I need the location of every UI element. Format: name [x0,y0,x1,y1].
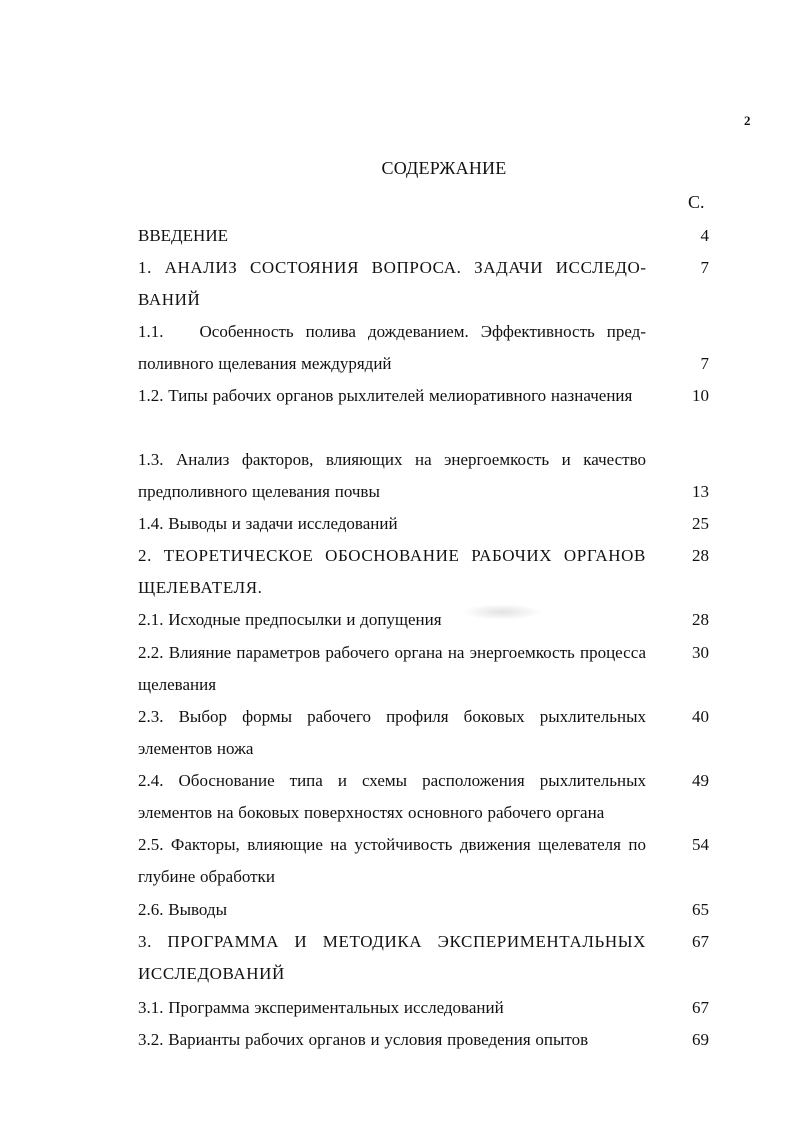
toc-entry-text: 3. ПРОГРАММА И МЕТОДИКА ЭКСПЕРИМЕНТАЛЬНЫХ ИССЛЕДОВАНИЙ [138,932,646,983]
toc-entry-3-1 [138,992,709,1024]
toc-entry-2-3 [138,701,709,765]
toc-entry-2-5 [138,829,709,893]
toc-entry-text: 2.5. Факторы, влияющие на устойчивость движения щелевателя по глубине обработки [138,835,646,886]
toc-entry-text: 1. АНАЛИЗ СОСТОЯНИЯ ВОПРОСА. ЗАДАЧИ ИССЛЕДОВАНИЙ [138,258,646,309]
toc-entry-chapter-1 [138,252,709,316]
toc-title: СОДЕРЖАНИЕ [381,158,507,178]
toc-entry-2-4 [138,765,709,829]
toc-entry-1-2 [138,380,709,412]
toc-entry-2-6 [138,894,709,926]
toc-entry-page: 28 [692,546,709,565]
toc-entry-chapter-2 [138,540,709,604]
toc-entry-page: 13 [692,482,709,501]
page-number: 2 [744,113,751,128]
toc-entry-page: 49 [692,771,709,790]
toc-entry-page: 69 [692,1030,709,1049]
toc-entry-page: 30 [692,643,709,662]
toc-entry-text: 1.1. Особенность полива дождеванием. Эффективность предполивного щелевания междурядий [138,322,646,373]
scan-artifact [462,604,542,620]
toc-entry-page: 7 [700,258,709,277]
toc-entry-text: 2.1. Исходные предпосылки и допущения [138,610,442,629]
toc-entry-text: 2. ТЕОРЕТИЧЕСКОЕ ОБОСНОВАНИЕ РАБОЧИХ ОРГАНОВ ЩЕЛЕВАТЕЛЯ. [138,546,646,597]
toc-entry-page: 25 [692,514,709,533]
toc-entry-text: 1.3. Анализ факторов, влияющих на энергоемкость и качество предполивного щелевания почвы [138,450,646,501]
toc-entry-1-4 [138,508,709,540]
toc-entry-page: 65 [692,900,709,919]
toc-entry-page: 28 [692,610,709,629]
toc-entry-page: 40 [692,707,709,726]
toc-entry-text: 3.1. Программа экспериментальных исследований [138,998,504,1017]
toc-entry-2-1 [138,604,709,636]
toc-entry-text: 3.2. Варианты рабочих органов и условия проведения опытов [138,1030,589,1049]
toc-entry-text: 1.2. Типы рабочих органов рыхлителей мелиоративного назначения [138,386,633,405]
toc-entry-text: 2.6. Выводы [138,900,228,919]
toc-entry-3-2 [138,1024,709,1056]
toc-entry-text: 2.3. Выбор формы рабочего профиля боковых рыхлительных элементов ножа [138,707,646,758]
toc-entry-chapter-3 [138,926,709,990]
toc-entry-text: 2.4. Обоснование типа и схемы расположения рыхлительных элементов на боковых поверхностях основного рабочего органа [138,771,646,822]
toc-entry-1-1 [138,316,709,380]
toc-entry-2-2 [138,637,709,701]
page-column-label: С. [688,192,705,212]
toc-entry-text: ВВЕДЕНИЕ [138,226,228,245]
toc-entry-page: 7 [700,354,709,373]
toc-entry-1-3 [138,444,709,508]
toc-entry-text: 2.2. Влияние параметров рабочего органа на энергоемкость процесса щелевания [138,643,646,694]
toc-entry-page: 67 [692,932,709,951]
toc-entry-page: 10 [692,386,709,405]
toc-entry-page: 54 [692,835,709,854]
toc-entry-page: 67 [692,998,709,1017]
toc-entry-text: 1.4. Выводы и задачи исследований [138,514,398,533]
toc-entry-page: 4 [700,226,709,245]
toc-entry-introduction [138,220,709,252]
